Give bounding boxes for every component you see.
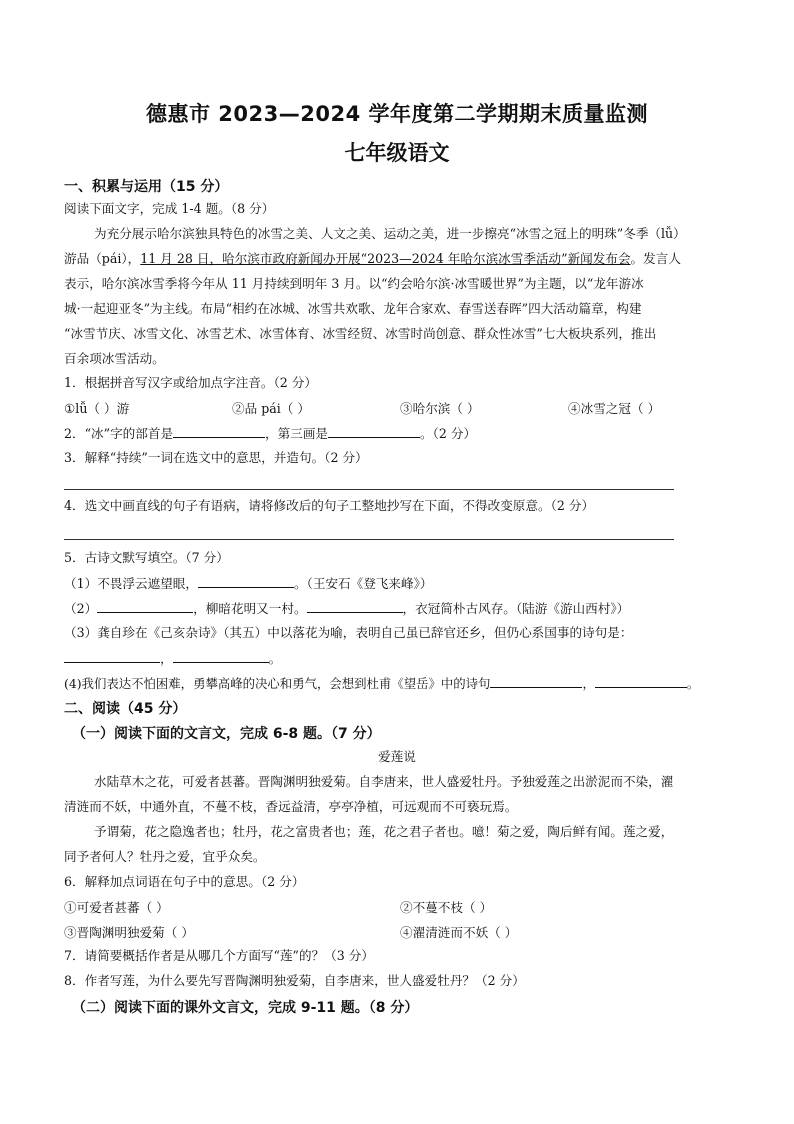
q1-option-2: ②品 pái（ ）	[232, 401, 310, 416]
underlined-sentence: 11 月 28 日，哈尔滨市政府新闻办开展“2023—2024 年哈尔滨冰雪季活动”新闻发布会	[140, 251, 631, 266]
q5-1-blank[interactable]	[198, 574, 294, 588]
q1-option-4: ④冰雪之冠（ ）	[568, 401, 661, 416]
section1-instruction: 阅读下面文字，完成 1-4 题。（8 分）	[64, 201, 275, 216]
q4-answer-line[interactable]	[64, 539, 674, 540]
q5-item-4: (4)我们表达不怕困难，勇攀高峰的决心和勇气，会想到杜甫《望岳》中的诗句 ， 。	[64, 676, 700, 691]
exam-title: 德惠市 2023—2024 学年度第二学期期末质量监测	[145, 102, 648, 126]
q5-item-3-answer: ， 。	[64, 649, 281, 668]
part2-heading: （二）阅读下面的课外文言文，完成 9-11 题。（8 分）	[72, 1000, 419, 1016]
question-2: 2．“冰”字的部首是 ，第三画是 。（2 分）	[64, 426, 477, 441]
passage-line-5: “冰雪节庆、冰雪文化、冰雪艺术、冰雪体育、冰雪经贸、冰雪时尚创意、群众性冰雪”七大板块系列，推出	[64, 326, 657, 341]
question-3: 3．解释“持续”一词在选文中的意思，并造句。（2 分）	[64, 450, 368, 465]
q6-option-2: ②不蔓不枝（ ）	[400, 900, 493, 915]
q1-option-1: ①lǚ（ ）游	[64, 401, 130, 416]
q6-option-4: ④濯清涟而不妖（ ）	[400, 925, 518, 940]
question-6: 6．解释加点词语在句子中的意思。（2 分）	[64, 874, 305, 889]
question-1: 1．根据拼音写汉字或给加点字注音。（2 分）	[64, 375, 318, 390]
question-5: 5．古诗文默写填空。（7 分）	[64, 550, 229, 565]
essay-title: 爱莲说	[378, 749, 416, 764]
section1-heading: 一、积累与运用（15 分）	[64, 179, 229, 195]
passage-line-2: 游品（pái），11 月 28 日，哈尔滨市政府新闻办开展“2023—2024 年哈尔滨冰雪季活动”新闻发布会。发言人	[64, 251, 681, 266]
essay-line-3: 予谓菊，花之隐逸者也；牡丹，花之富贵者也；莲，花之君子者也。噫！菊之爱，陶后鲜有闻。莲之爱，	[94, 824, 674, 839]
q5-4-blank-2[interactable]	[595, 674, 687, 688]
essay-line-4: 同予者何人？牡丹之爱，宜乎众矣。	[64, 849, 266, 864]
q5-3-blank-2[interactable]	[173, 649, 269, 663]
passage-line-3: 表示，哈尔滨冰雪季将今年从 11 月持续到明年 3 月。以“约会哈尔滨·冰雪暖世界”为主题，以“龙年游冰	[64, 276, 644, 291]
question-7: 7．请简要概括作者是从哪几个方面写“莲”的？（3 分）	[64, 948, 374, 963]
q2-blank-1[interactable]	[173, 424, 265, 438]
part1-heading: （一）阅读下面的文言文，完成 6-8 题。（7 分）	[72, 726, 381, 742]
question-8: 8．作者写莲，为什么要先写晋陶渊明独爱菊，自李唐来，世人盛爱牡丹？（2 分）	[64, 973, 525, 988]
q5-item-1: （1）不畏浮云遮望眼， 。（王安石《登飞来峰》）	[64, 576, 433, 591]
question-4: 4．选文中画直线的句子有语病，请将修改后的句子工整地抄写在下面，不得改变原意。（2 分）	[64, 498, 595, 513]
passage-line-6: 百余项冰雪活动。	[64, 351, 165, 366]
passage-line-4: 城·一起迎亚冬”为主线。布局“相约在冰城、冰雪共欢歌、龙年合家欢、春雪送春晖”四大活动篇章，构建	[64, 301, 642, 316]
q5-2-blank-1[interactable]	[97, 599, 193, 613]
q5-item-2: （2） ，柳暗花明又一村。 ，衣冠简朴古风存。（陆游《游山西村》）	[64, 601, 630, 616]
q3-answer-line[interactable]	[64, 489, 674, 490]
essay-line-2: 清涟而不妖，中通外直，不蔓不枝，香远益清，亭亭净植，可远观而不可亵玩焉。	[64, 799, 518, 814]
q6-option-3: ③晋陶渊明独爱菊（ ）	[64, 925, 194, 940]
exam-subtitle: 七年级语文	[344, 141, 450, 165]
q5-item-3: （3）龚自珍在《己亥杂诗》（其五）中以落花为喻，表明自己虽已辞官还乡，但仍心系国事的诗句是：	[64, 625, 633, 640]
section2-heading: 二、阅读（45 分）	[64, 701, 187, 717]
q5-2-blank-2[interactable]	[307, 599, 403, 613]
q1-option-3: ③哈尔滨（ ）	[400, 401, 480, 416]
q5-4-blank-1[interactable]	[490, 674, 582, 688]
q2-blank-2[interactable]	[328, 424, 420, 438]
q5-3-blank-1[interactable]	[64, 649, 160, 663]
passage-line-1: 为充分展示哈尔滨独具特色的冰雪之美、人文之美、运动之美，进一步擦亮“冰雪之冠上的明珠”冬季（lǚ）	[94, 226, 686, 241]
q6-option-1: ①可爱者甚蕃（ ）	[64, 900, 169, 915]
essay-line-1: 水陆草木之花，可爱者甚蕃。晋陶渊明独爱菊。自李唐来，世人盛爱牡丹。予独爱莲之出淤泥而不染，濯	[94, 774, 674, 789]
